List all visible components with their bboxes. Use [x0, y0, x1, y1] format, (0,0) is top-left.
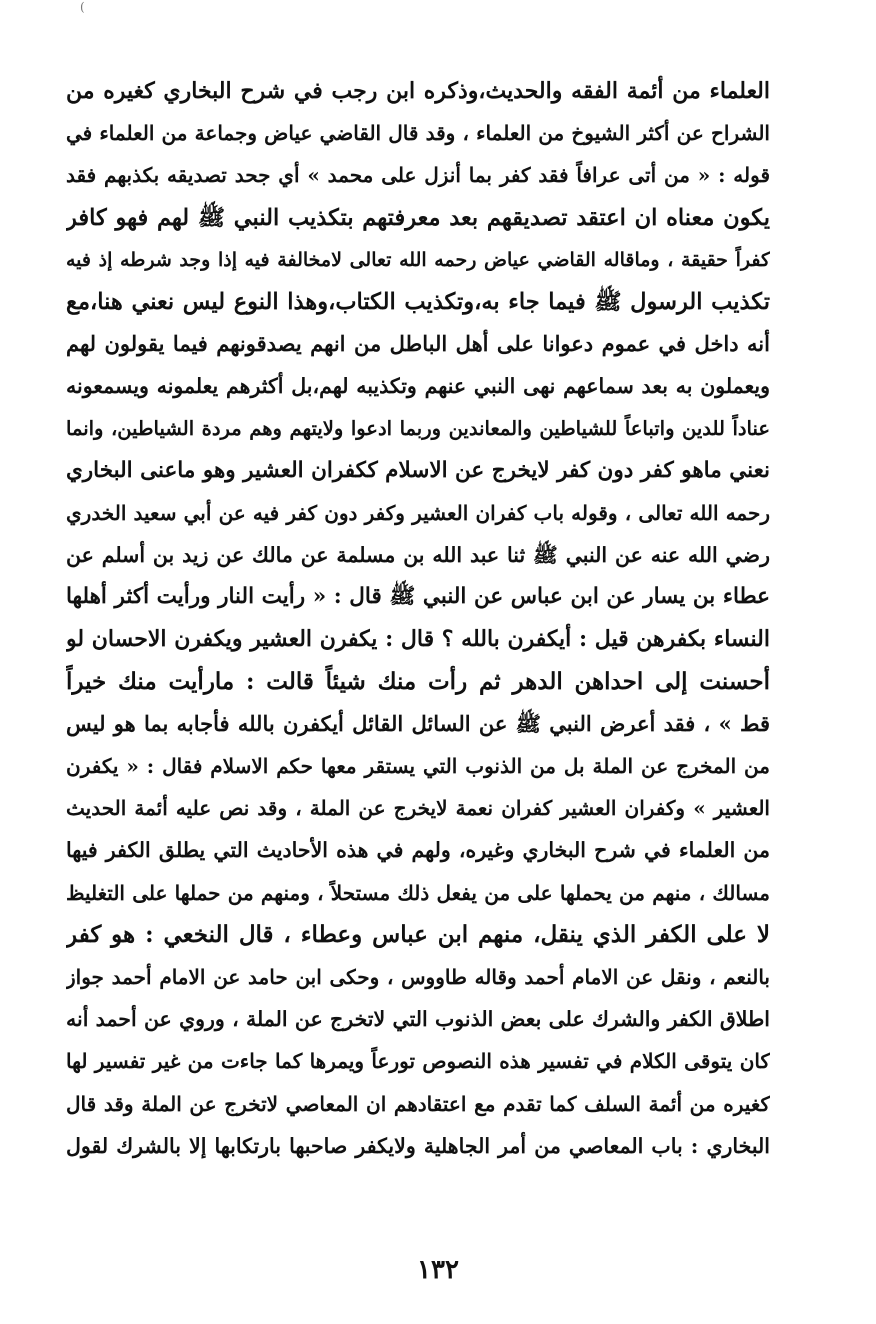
- text-line: البخاري : باب المعاصي من أمر الجاهلية ولايكفر صاحبها بارتكابها إلا بالشرك لقول: [66, 1133, 770, 1158]
- text-line: النساء بكفرهن قيل : أيكفرن بالله ؟ قال : يكفرن العشير ويكفرن الاحسان لو: [66, 626, 770, 653]
- text-line: رضي الله عنه عن النبي ﷺ ثنا عبد الله بن مسلمة عن مالك عن زيد بن أسلم عن: [66, 543, 770, 568]
- text-line: من العلماء في شرح البخاري وغيره، ولهم في هذه الأحاديث التي يطلق الكفر فيها: [66, 838, 770, 863]
- text-line: اطلاق الكفر والشرك على بعض الذنوب التي لاتخرج عن الملة ، وروي عن أحمد أنه: [66, 1007, 770, 1032]
- text-line: أنه داخل في عموم دعوانا على أهل الباطل من انهم يصدقونهم فيما يقولون لهم: [66, 331, 770, 357]
- text-line: كان يتوقى الكلام في تفسير هذه النصوص تورعاً ويمرها كما جاءت من غير تفسير لها: [66, 1049, 770, 1074]
- text-line: أحسنت إلى احداهن الدهر ثم رأت منك شيئاً قالت : مارأيت منك خيراً: [66, 667, 770, 695]
- text-line: كفراً حقيقة ، وماقاله القاضي عياض رحمه الله تعالى لامخالفة فيه إذا وجد شرطه إذ فيه: [66, 248, 770, 271]
- text-line: قط » ، فقد أعرض النبي ﷺ عن السائل القائل أيكفرن بالله فأجابه بما هو ليس: [66, 710, 770, 736]
- text-line: بالنعم ، ونقل عن الامام أحمد وقاله طاووس ، وحكى ابن حامد عن الامام أحمد جواز: [66, 964, 770, 989]
- text-line: يكون معناه ان اعتقد تصديقهم بعد معرفتهم بتكذيب النبي ﷺ لهم فهو كافر: [66, 204, 770, 231]
- text-line: رحمه الله تعالى ، وقوله باب كفران العشير وكفر دون كفر فيه عن أبي سعيد الخدري: [66, 500, 770, 525]
- text-line: من المخرج عن الملة بل من الذنوب التي يستقر معها حكم الاسلام فقال : « يكفرن: [66, 754, 770, 778]
- text-line: ويعملون به بعد سماعهم نهى النبي عنهم وتكذيبه لهم،بل أكثرهم يعلمونه ويسمعونه: [66, 374, 770, 399]
- text-line: عطاء بن يسار عن ابن عباس عن النبي ﷺ قال : « رأيت النار ورأيت أكثر أهلها: [66, 584, 770, 610]
- text-line: نعني ماهو كفر دون كفر لايخرج عن الاسلام ككفران العشير وهو ماعنى البخاري: [66, 457, 770, 483]
- corner-mark: (: [80, 0, 85, 14]
- text-line: لا على الكفر الذي ينقل، منهم ابن عباس وعطاء ، قال النخعي : هو كفر: [66, 920, 770, 948]
- text-line: العشير » وكفران العشير كفران نعمة لايخرج عن الملة ، وقد نص عليه أئمة الحديث: [66, 796, 770, 821]
- text-line: كغيره من أئمة السلف كما تقدم مع اعتقادهم ان المعاصي لاتخرج عن الملة وقد قال: [66, 1091, 770, 1116]
- text-line: مسالك ، منهم من يحملها على من يفعل ذلك مستحلاً ، ومنهم من حملها على التغليظ: [66, 880, 770, 905]
- text-line: عناداً للدين واتباعاً للشياطين والمعاندين وربما ادعوا ولايتهم وهم مردة الشياطين، وانما: [66, 416, 770, 440]
- body-text: [66, 70, 770, 1167]
- text-line: قوله : « من أتى عرافاً فقد كفر بما أنزل على محمد » أي جحد تصديقه بكذبهم فقد: [66, 163, 770, 188]
- text-line: الشراح عن أكثر الشيوخ من العلماء ، وقد قال القاضي عياض وجماعة من العلماء في: [66, 121, 770, 146]
- text-line: العلماء من أئمة الفقه والحديث،وذكره ابن رجب في شرح البخاري كغيره من: [66, 78, 770, 104]
- text-line: تكذيب الرسول ﷺ فيما جاء به،وتكذيب الكتاب،وهذا النوع ليس نعني هنا،مع: [66, 288, 770, 315]
- page-number: ١٣٢: [417, 1255, 459, 1285]
